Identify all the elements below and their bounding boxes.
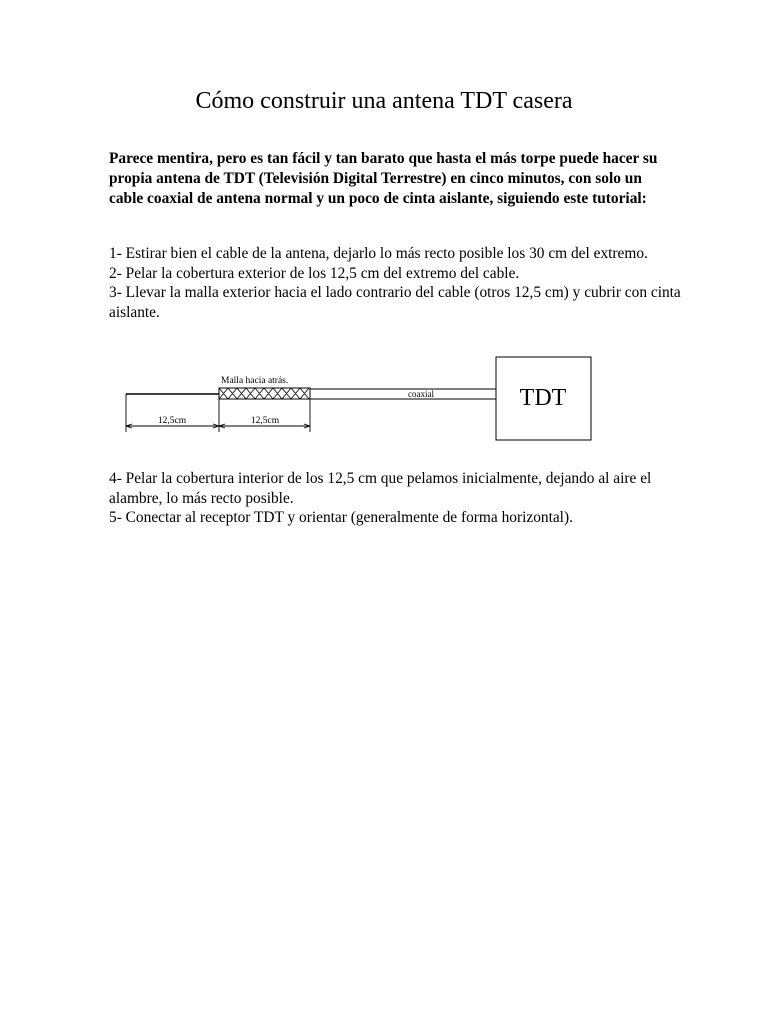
steps-list-before-diagram [109, 244, 689, 322]
intro-paragraph: Parece mentira, pero es tan fácil y tan barato que hasta el más torpe puede hacer su propia antena de TDT (Televisión Digital Terrestre) en cinco minutos, con solo un cable coaxial de antena normal y un poco de cinta aislante, siguiendo este tutorial: [109, 150, 658, 207]
step-3: 3- Llevar la malla exterior hacia el lado contrario del cable (otros 12,5 cm) y cubrir con cinta aislante. [109, 284, 681, 321]
step-1: 1- Estirar bien el cable de la antena, dejarlo lo más recto posible los 30 cm del extremo. [109, 245, 648, 262]
step-2: 2- Pelar la cobertura exterior de los 12,5 cm del extremo del cable. [109, 264, 520, 282]
coaxial-label: coaxial [408, 389, 434, 399]
dimension-label-2: 12,5cm [250, 416, 280, 426]
receiver-label: TDT [519, 385, 567, 411]
dimension-label-1: 12,5cm [157, 416, 187, 426]
steps-list-after-diagram [109, 469, 689, 528]
antenna-diagram [118, 352, 598, 442]
page-title: Cómo construir una antena TDT casera [195, 88, 573, 114]
coaxial-cable [310, 389, 496, 399]
mesh-label: Malla hacia atrás. [221, 376, 289, 386]
step-4: 4- Pelar la cobertura interior de los 12,5 cm que pelamos inicialmente, dejando al aire el alambre, lo más recto posible. [109, 470, 652, 507]
step-5: 5- Conectar al receptor TDT y orientar (generalmente de forma horizontal). [109, 509, 573, 526]
mesh-section [219, 388, 310, 399]
dimension-lines [126, 394, 310, 432]
